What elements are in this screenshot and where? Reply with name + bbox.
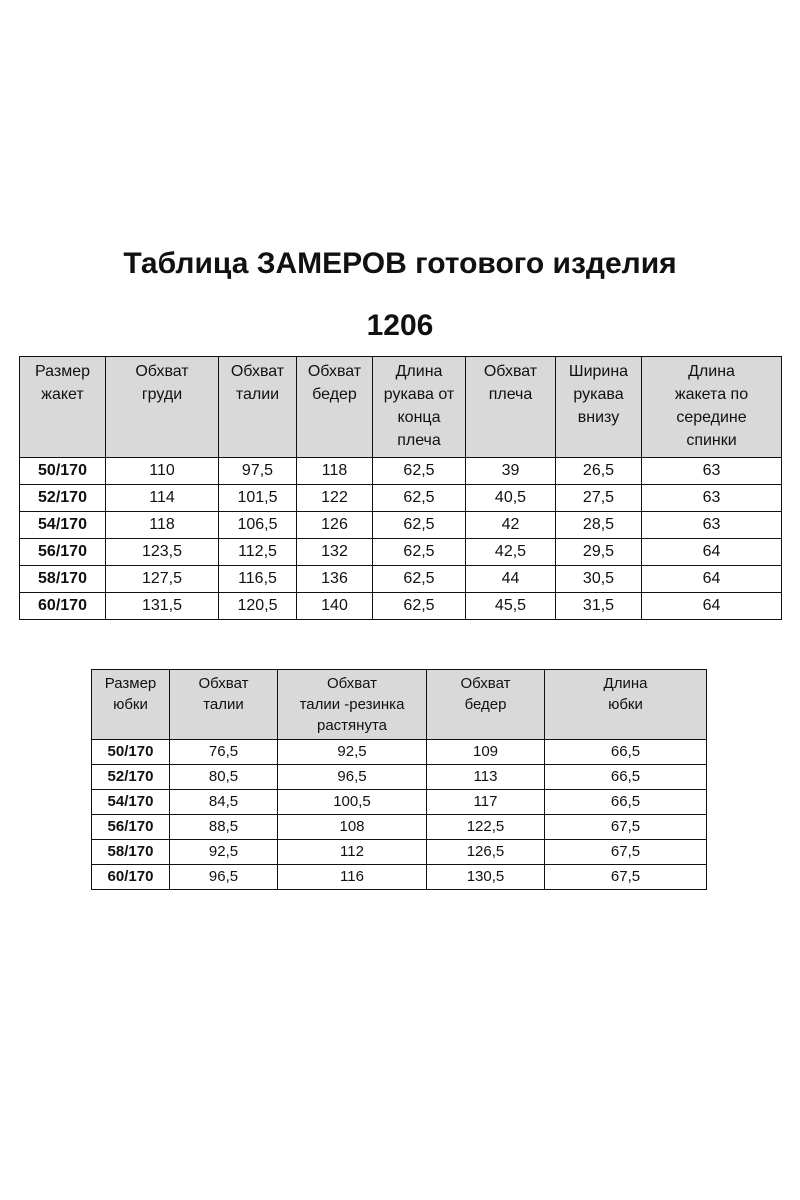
jacket-header-cell	[219, 357, 297, 458]
jacket-size-cell: 54/170	[20, 512, 106, 539]
jacket-value-cell: 114	[106, 485, 219, 512]
skirt-value-cell: 116	[278, 865, 427, 890]
jacket-header-line: груди	[141, 386, 183, 403]
jacket-size-cell: 52/170	[20, 485, 106, 512]
table-row	[20, 485, 782, 512]
jacket-header-line: жакета по	[674, 386, 749, 403]
jacket-value-cell: 62,5	[373, 512, 466, 539]
jacket-value-cell: 27,5	[556, 485, 642, 512]
jacket-header-cell	[297, 357, 373, 458]
table-row	[92, 815, 707, 840]
skirt-body	[92, 740, 707, 890]
jacket-measurements-table	[19, 356, 782, 620]
jacket-header-line: Размер	[35, 363, 90, 380]
skirt-header-line: Обхват	[198, 675, 249, 692]
jacket-value-cell: 97,5	[219, 458, 297, 485]
skirt-header-line: талии	[203, 696, 244, 713]
jacket-value-cell: 120,5	[219, 593, 297, 620]
skirt-header-cell	[170, 670, 278, 740]
jacket-value-cell: 140	[297, 593, 373, 620]
jacket-value-cell: 40,5	[466, 485, 556, 512]
jacket-value-cell: 126	[297, 512, 373, 539]
table-row	[20, 512, 782, 539]
jacket-header-line: Обхват	[307, 363, 362, 380]
jacket-value-cell: 136	[297, 566, 373, 593]
skirt-value-cell: 96,5	[278, 765, 427, 790]
skirt-value-cell: 67,5	[545, 840, 707, 865]
jacket-header-line: талии	[235, 386, 280, 403]
jacket-value-cell: 101,5	[219, 485, 297, 512]
skirt-value-cell: 67,5	[545, 815, 707, 840]
jacket-header-line: Обхват	[135, 363, 189, 380]
jacket-header-line: плеча	[488, 386, 533, 403]
jacket-value-cell: 62,5	[373, 539, 466, 566]
jacket-value-cell: 64	[642, 593, 782, 620]
jacket-value-cell: 116,5	[219, 566, 297, 593]
jacket-header-line: середине	[676, 409, 747, 426]
skirt-size-cell: 52/170	[92, 765, 170, 790]
skirt-value-cell: 108	[278, 815, 427, 840]
jacket-value-cell: 44	[466, 566, 556, 593]
jacket-value-cell: 64	[642, 566, 782, 593]
skirt-header-cell	[278, 670, 427, 740]
skirt-header-line: Обхват	[327, 675, 377, 692]
skirt-value-cell: 122,5	[427, 815, 545, 840]
skirt-value-cell: 113	[427, 765, 545, 790]
skirt-header-row	[92, 670, 707, 740]
table-row	[20, 593, 782, 620]
table-row	[20, 539, 782, 566]
skirt-value-cell: 126,5	[427, 840, 545, 865]
jacket-value-cell: 131,5	[106, 593, 219, 620]
skirt-size-cell: 50/170	[92, 740, 170, 765]
skirt-value-cell: 96,5	[170, 865, 278, 890]
skirt-header-cell	[427, 670, 545, 740]
jacket-value-cell: 28,5	[556, 512, 642, 539]
skirt-header-line: растянута	[316, 717, 387, 734]
skirt-header-line: юбки	[608, 696, 643, 713]
jacket-value-cell: 127,5	[106, 566, 219, 593]
jacket-value-cell: 45,5	[466, 593, 556, 620]
skirt-value-cell: 100,5	[278, 790, 427, 815]
table-row	[92, 865, 707, 890]
skirt-header-line: Размер	[104, 675, 157, 692]
jacket-value-cell: 39	[466, 458, 556, 485]
jacket-value-cell: 122	[297, 485, 373, 512]
skirt-header-line: Длина	[603, 675, 648, 692]
jacket-header-line: рукава от	[383, 386, 455, 403]
page-title: Таблица ЗАМЕРОВ готового изделия	[123, 247, 677, 280]
skirt-measurements-table	[91, 669, 707, 890]
table-row	[20, 458, 782, 485]
skirt-value-cell: 109	[427, 740, 545, 765]
skirt-value-cell: 76,5	[170, 740, 278, 765]
skirt-header-cell	[92, 670, 170, 740]
jacket-header-line: рукава	[573, 386, 624, 403]
skirt-value-cell: 67,5	[545, 865, 707, 890]
jacket-header-line: жакет	[41, 386, 84, 403]
skirt-value-cell: 92,5	[278, 740, 427, 765]
skirt-value-cell: 66,5	[545, 740, 707, 765]
jacket-value-cell: 62,5	[373, 593, 466, 620]
jacket-value-cell: 118	[297, 458, 373, 485]
jacket-header-line: внизу	[577, 409, 620, 426]
jacket-header-cell	[642, 357, 782, 458]
table-row	[92, 765, 707, 790]
jacket-header-cell	[556, 357, 642, 458]
jacket-value-cell: 64	[642, 539, 782, 566]
model-number: 1206	[366, 309, 434, 342]
jacket-value-cell: 110	[106, 458, 219, 485]
skirt-value-cell: 66,5	[545, 790, 707, 815]
skirt-size-cell: 54/170	[92, 790, 170, 815]
jacket-value-cell: 62,5	[373, 458, 466, 485]
skirt-size-cell: 58/170	[92, 840, 170, 865]
table-row	[92, 740, 707, 765]
skirt-value-cell: 112	[278, 840, 427, 865]
skirt-header-line: Обхват	[460, 675, 511, 692]
skirt-value-cell: 130,5	[427, 865, 545, 890]
jacket-value-cell: 62,5	[373, 566, 466, 593]
skirt-header-line: юбки	[113, 696, 148, 713]
jacket-header-line: Обхват	[483, 363, 538, 380]
jacket-value-cell: 63	[642, 458, 782, 485]
jacket-header-line: плеча	[397, 432, 441, 449]
jacket-size-cell: 60/170	[20, 593, 106, 620]
jacket-header-line: Длина	[688, 363, 735, 380]
jacket-value-cell: 30,5	[556, 566, 642, 593]
skirt-value-cell: 84,5	[170, 790, 278, 815]
jacket-size-cell: 58/170	[20, 566, 106, 593]
skirt-value-cell: 88,5	[170, 815, 278, 840]
table-row	[92, 790, 707, 815]
jacket-value-cell: 42,5	[466, 539, 556, 566]
jacket-header-cell	[466, 357, 556, 458]
skirt-value-cell: 117	[427, 790, 545, 815]
skirt-header-line: бедер	[464, 696, 507, 713]
skirt-header-cell	[545, 670, 707, 740]
skirt-size-cell: 60/170	[92, 865, 170, 890]
jacket-value-cell: 42	[466, 512, 556, 539]
skirt-value-cell: 92,5	[170, 840, 278, 865]
jacket-header-line: спинки	[686, 432, 737, 449]
jacket-header-line: конца	[397, 409, 441, 426]
jacket-size-cell: 56/170	[20, 539, 106, 566]
jacket-header-line: Длина	[395, 363, 443, 380]
jacket-size-cell: 50/170	[20, 458, 106, 485]
jacket-body	[20, 458, 782, 620]
jacket-value-cell: 106,5	[219, 512, 297, 539]
jacket-header-cell	[20, 357, 106, 458]
jacket-value-cell: 62,5	[373, 485, 466, 512]
jacket-value-cell: 132	[297, 539, 373, 566]
skirt-header-line: талии -резинка	[299, 696, 405, 713]
jacket-value-cell: 26,5	[556, 458, 642, 485]
jacket-value-cell: 29,5	[556, 539, 642, 566]
jacket-value-cell: 112,5	[219, 539, 297, 566]
jacket-value-cell: 63	[642, 485, 782, 512]
skirt-size-cell: 56/170	[92, 815, 170, 840]
jacket-header-line: Ширина	[568, 363, 629, 380]
jacket-value-cell: 31,5	[556, 593, 642, 620]
skirt-value-cell: 66,5	[545, 765, 707, 790]
skirt-value-cell: 80,5	[170, 765, 278, 790]
table-row	[92, 840, 707, 865]
jacket-value-cell: 63	[642, 512, 782, 539]
jacket-header-line: Обхват	[230, 363, 285, 380]
jacket-header-cell	[373, 357, 466, 458]
jacket-value-cell: 123,5	[106, 539, 219, 566]
table-row	[20, 566, 782, 593]
jacket-header-row	[20, 357, 782, 458]
jacket-header-cell	[106, 357, 219, 458]
jacket-header-line: бедер	[312, 386, 357, 403]
jacket-value-cell: 118	[106, 512, 219, 539]
